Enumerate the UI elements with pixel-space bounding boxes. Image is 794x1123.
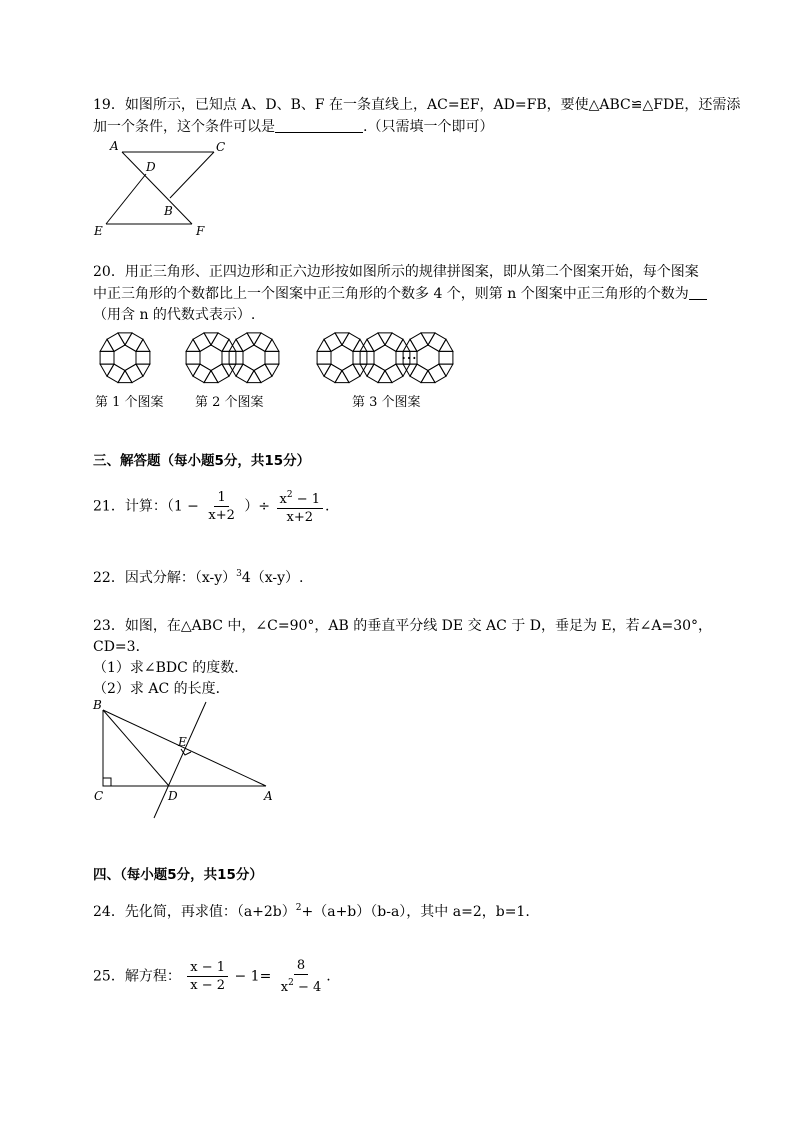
q19-segment-ed — [106, 174, 146, 224]
q19-figure — [90, 138, 226, 238]
q20-caption-3: 第 3 个图案 — [352, 395, 421, 410]
q25-frac1-num: x − 1 — [187, 960, 228, 977]
q23-sub1: （1）求∠BDC 的度数． — [93, 660, 249, 676]
q25-frac2-den-exp: 2 — [288, 978, 294, 988]
q20-line2-text: 中正三角形的个数都比上一个图案中正三角形的个数多 4 个，则第 n 个图案中正三角形的个数为 — [93, 286, 689, 302]
q19-line2-a: 加一个条件，这个条件可以是 — [93, 119, 275, 135]
q25-fraction-2 — [278, 958, 325, 995]
q22-exponent: 3 — [236, 569, 242, 579]
q25-equation — [93, 958, 331, 995]
pattern-3 — [317, 333, 453, 383]
q22-suffix: 4（x-y）. — [241, 570, 304, 586]
q21-fraction-1 — [205, 490, 238, 523]
pattern-2 — [186, 333, 279, 383]
q23-label-c: C — [94, 789, 104, 803]
q21-frac2-den: x+2 — [286, 510, 313, 525]
q19-line2-b: .（只需填一个即可） — [363, 119, 494, 135]
q23-label-d: D — [168, 789, 178, 803]
q19-segment-cb — [170, 152, 214, 198]
q20-answer-blank[interactable] — [689, 285, 707, 300]
q23-right-angle-c — [103, 778, 111, 786]
q25-frac2-num: 8 — [294, 958, 308, 975]
q25-fraction-1 — [187, 960, 228, 993]
q21-prefix: 21．计算：（1 − — [93, 498, 199, 515]
q23-label-b: B — [93, 698, 102, 712]
q21-expression — [93, 488, 329, 525]
q25-frac1-den: x − 2 — [190, 978, 226, 993]
q21-frac2-num — [277, 488, 324, 509]
q25-mid: − 1= — [234, 968, 272, 985]
q23-sub2: （2）求 AC 的长度． — [93, 681, 230, 697]
q20-line1: 20．用正三角形、正四边形和正六边形按如图所示的规律拼图案，即从第二个图案开始，每个图案 — [93, 264, 699, 280]
q23-label-a: A — [264, 789, 273, 803]
q21-frac1-den: x+2 — [208, 508, 235, 523]
q19-label-e: E — [94, 224, 103, 238]
q20-line2 — [93, 285, 707, 303]
q25-prefix: 25．解方程： — [93, 968, 181, 985]
q19-segment-af — [122, 152, 192, 224]
q21-frac2-num-rest: − 1 — [292, 492, 321, 507]
q24-exponent: 2 — [295, 903, 302, 913]
q22-prefix: 22．因式分解：（x-y） — [93, 570, 237, 586]
q23-figure — [88, 698, 288, 822]
q24-expression — [93, 899, 530, 921]
q20-caption-2: 第 2 个图案 — [195, 395, 264, 410]
q21-mid: ）÷ — [244, 498, 271, 515]
q19-line1: 19．如图所示，已知点 A、D、B、F 在一条直线上，AC=EF，AD=FB，要使△ABC≌△FDE，还需添 — [93, 97, 741, 113]
q23-segment-bd — [103, 710, 169, 786]
q25-suffix: . — [326, 968, 331, 985]
section-3-heading: 三、解答题（每小题5分，共15分） — [93, 453, 311, 469]
q19-answer-blank[interactable] — [275, 118, 363, 133]
q22-expression — [93, 565, 304, 587]
q25-frac2-den-base: x — [280, 980, 289, 995]
q20-line3: （用含 n 的代数式表示）. — [93, 307, 256, 323]
q21-frac2-num-base: x — [279, 492, 287, 507]
q19-label-b: B — [164, 204, 173, 218]
q25-frac2-den — [278, 975, 325, 995]
q25-frac2-den-rest: − 4 — [293, 980, 322, 995]
q21-fraction-2 — [277, 488, 324, 525]
q23-line1: 23．如图，在△ABC 中，∠C=90°，AB 的垂直平分线 DE 交 AC 于 D，垂足为 E，若∠A=30°， — [93, 618, 713, 634]
q24-suffix: +（a+b）（b-a），其中 a=2，b=1. — [301, 904, 530, 920]
q19-label-a: A — [110, 139, 119, 153]
q21-frac1-num: 1 — [214, 490, 228, 507]
q21-frac2-num-exp: 2 — [286, 490, 293, 500]
q23-perpendicular-bisector — [154, 702, 206, 818]
q24-prefix: 24．先化简，再求值：（a+2b） — [93, 904, 296, 920]
q19-label-d: D — [146, 160, 156, 174]
q20-caption-1: 第 1 个图案 — [95, 395, 164, 410]
q20-ellipsis: … — [401, 344, 417, 363]
q19-label-f: F — [196, 224, 205, 238]
q23-line2: CD=3． — [93, 639, 150, 655]
q19-label-c: C — [216, 140, 226, 154]
pattern-1 — [100, 333, 150, 383]
q19-line2 — [93, 118, 493, 136]
section-4-heading: 四、（每小题5分，共15分） — [93, 867, 263, 883]
q21-suffix: . — [325, 498, 330, 515]
q23-label-e: E — [178, 735, 187, 749]
